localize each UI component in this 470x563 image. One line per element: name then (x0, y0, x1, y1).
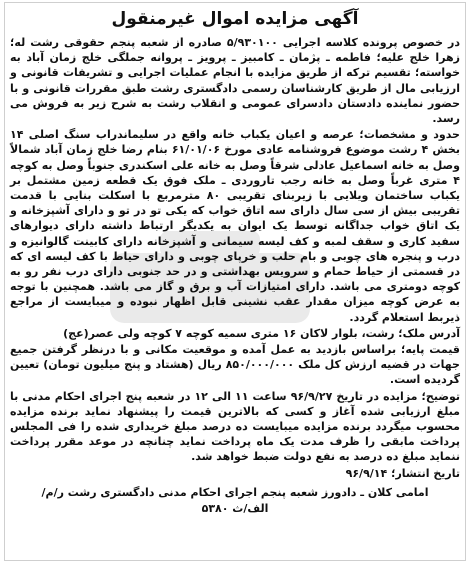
notice-body (10, 35, 460, 481)
signature-line: امامی کلان ـ دادورز شعبه پنجم اجرای احکام مدنی دادگستری رشت ر/م/ (41, 485, 429, 499)
notice-title: آگهی مزایده اموال غیرمنقول (111, 9, 359, 29)
auction-terms-paragraph: توضیح؛ مزایده در تاریخ ۹۶/۹/۲۷ ساعت ۱۱ الی ۱۲ در شعبه پنج اجرای احکام مدنی با مبلغ ارزیابی شده آغاز و کسی که بالاترین قیمت را پیشنهاد نماید برنده مزایده محسوب میگردد برنده مزایده میبایست ده درصد مبلغ خریداری شده را فی المجلس پرداخت مابقی را ظرف مدت یک ماه پرداخت نماید چنانچه در موعد مقرر پرداخت ننماید مبلغ ده درصد به نفع دولت ضبط خواهد شد. (10, 389, 461, 464)
reference-code: الف/ث ۵۳۸۰ (201, 501, 269, 515)
property-address-paragraph: آدرس ملک؛ رشت، بلوار لاکان ۱۶ متری سمیه کوچه ۷ کوچه ولی عصر(عج) (63, 326, 460, 340)
publication-date: تاریخ انتشار؛ ۹۶/۹/۱۴ (345, 466, 460, 480)
base-price-paragraph: قیمت پایه؛ براساس بازدید به عمل آمده و موقعیت مکانی و با درنظر گرفتن جمیع جهات در قضیه ارزش کل ملک ۸۵۰/۰۰۰/۰۰۰ ریال (هشتاد و پنج میلیون تومان) تعیین گردیده است. (10, 343, 460, 387)
case-intro-paragraph: در خصوص پرونده کلاسه اجرایی ۵/۹۳۰۱۰۰ صادره از شعبه پنجم حقوقی رشت له؛ زهرا خلج علیه؛ فاطمه ـ پژمان ـ کامبیز ـ پرویز ـ پروانه جملگی خلج زمان آباد به خواسته؛ تقسیم ترکه از طریق مزایده با انجام عملیات اجرایی و تشریفات قانونی و ارزیابی مال از طریق کارشناسان رسمی دادگستری رشت طبق مقررات قانونی و با حضور نماینده دادستان دادسرای عمومی و انقلاب رشت به شرح زیر به فروش می رسد. (10, 36, 460, 126)
property-description-paragraph: حدود و مشخصات؛ عرصه و اعیان یکباب خانه واقع در سلیماندراب سنگ اصلی ۱۴ بخش ۴ رشت موضوع فروشنامه عادی مورخ ۶۱/۰۱/۰۶ بنام رضا خلج زمان آباد شمالاً وصل به خانه اسماعیل عادلی شرقاً وصل به خانه علی اسکندری جنوباً وصل به کوچه ۴ متری غرباً وصل به خانه رجب تاروردی ـ ملک فوق یک قطعه زمین مشتمل بر یکباب ساختمان ویلایی با زیربنای تقریبی ۸۰ مترمربع با اسکلت بنایی با قدمت تقریبی بیش از سی سال دارای سه اتاق خواب که یکی تو در تو و دارای آشپزخانه و یک اتاق خواب جداگانه توسط یک ایوان به یکدیگر ارتباط داشته دارای دیوارهای سفید کاری و سقف لمبه و کف لیسه سیمانی و آشپزخانه دارای کابینت گالوانیزه و درب و پنجره های چوبی و بام حلب و خرپای چوبی و دارای حیاط با کف لیسه ای که در قسمتی از حیاط حمام و سرویس بهداشتی و در حد جنوبی دارای درب نفر رو به کوچه دومتری می باشد. دارای امتیازات آب و برق و گاز می باشد. همچنین با توجه به عرض کوچه میزان مقدار عقب نشینی قابل اظهار نبوده و میبایست از مراجع ذیربط استعلام گردد. (10, 128, 460, 324)
